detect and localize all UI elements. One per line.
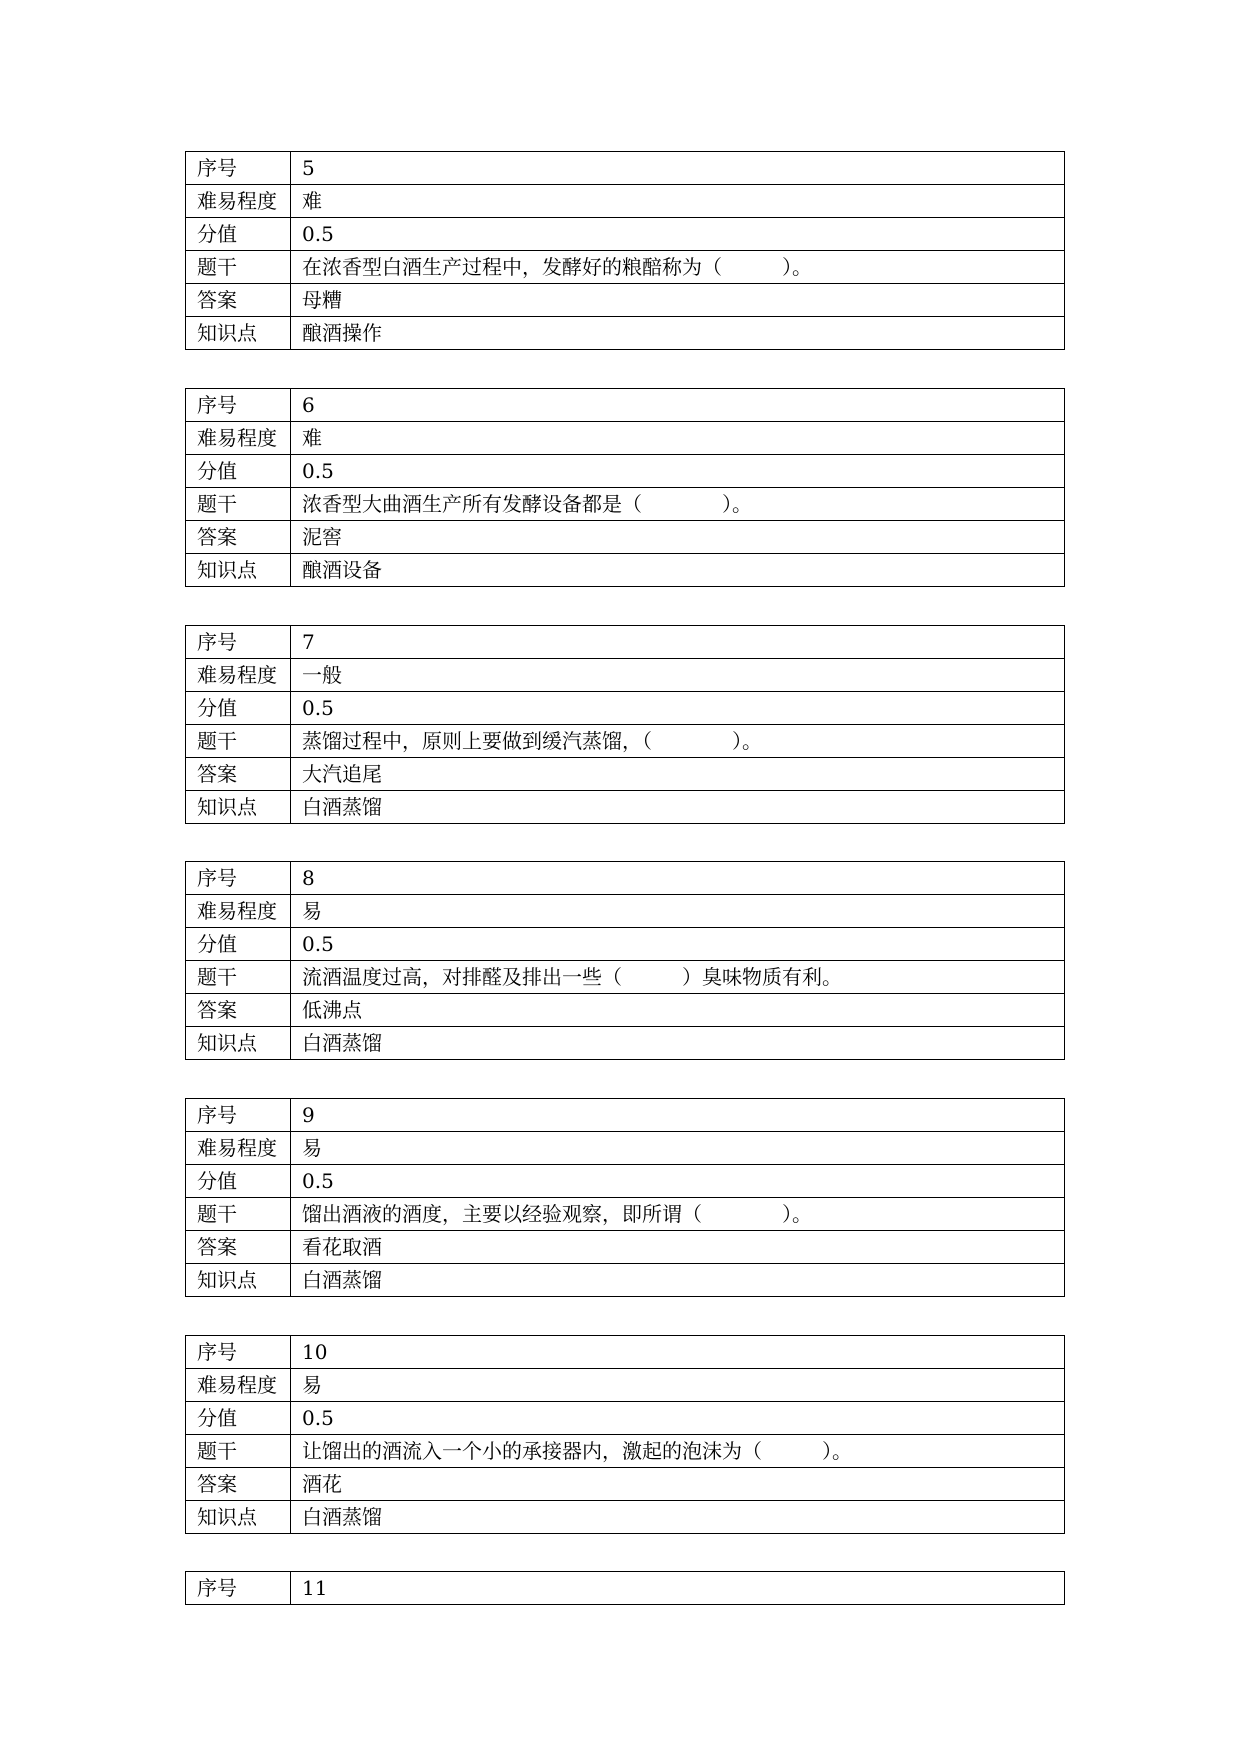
table-row — [186, 1264, 1065, 1297]
label-id: 序号 — [186, 389, 291, 422]
table-row — [186, 862, 1065, 895]
label-knowledge: 知识点 — [186, 791, 291, 824]
table-row — [186, 218, 1065, 251]
label-knowledge: 知识点 — [186, 1264, 291, 1297]
table-row — [186, 389, 1065, 422]
table-row — [186, 1132, 1065, 1165]
value-answer: 大汽追尾 — [291, 758, 1065, 791]
table-row — [186, 455, 1065, 488]
value-score: 0.5 — [291, 1402, 1065, 1435]
label-difficulty: 难易程度 — [186, 895, 291, 928]
label-score: 分值 — [186, 928, 291, 961]
question-table-6 — [185, 388, 1065, 587]
label-knowledge: 知识点 — [186, 1501, 291, 1534]
value-answer: 酒花 — [291, 1468, 1065, 1501]
label-id: 序号 — [186, 862, 291, 895]
table-row — [186, 1501, 1065, 1534]
question-table-8 — [185, 861, 1065, 1060]
value-difficulty: 易 — [291, 895, 1065, 928]
label-knowledge: 知识点 — [186, 554, 291, 587]
value-id: 6 — [291, 389, 1065, 422]
table-row — [186, 1435, 1065, 1468]
value-difficulty: 一般 — [291, 659, 1065, 692]
table-row — [186, 791, 1065, 824]
label-id: 序号 — [186, 1336, 291, 1369]
value-answer: 泥窖 — [291, 521, 1065, 554]
value-answer: 看花取酒 — [291, 1231, 1065, 1264]
label-id: 序号 — [186, 152, 291, 185]
table-row — [186, 1231, 1065, 1264]
label-id: 序号 — [186, 1572, 291, 1605]
label-difficulty: 难易程度 — [186, 1132, 291, 1165]
label-score: 分值 — [186, 692, 291, 725]
table-row — [186, 422, 1065, 455]
label-knowledge: 知识点 — [186, 1027, 291, 1060]
table-row — [186, 488, 1065, 521]
label-answer: 答案 — [186, 284, 291, 317]
value-knowledge: 白酒蒸馏 — [291, 1027, 1065, 1060]
label-difficulty: 难易程度 — [186, 1369, 291, 1402]
table-row — [186, 1198, 1065, 1231]
value-knowledge: 酿酒设备 — [291, 554, 1065, 587]
table-row — [186, 1369, 1065, 1402]
table-row — [186, 1402, 1065, 1435]
label-stem: 题干 — [186, 251, 291, 284]
table-row — [186, 554, 1065, 587]
question-table-5 — [185, 151, 1065, 350]
label-answer: 答案 — [186, 521, 291, 554]
value-knowledge: 白酒蒸馏 — [291, 791, 1065, 824]
value-stem: 流酒温度过高，对排醛及排出一些（ ）臭味物质有利。 — [291, 961, 1065, 994]
table-row — [186, 659, 1065, 692]
value-id: 5 — [291, 152, 1065, 185]
table-row — [186, 284, 1065, 317]
value-stem: 让馏出的酒流入一个小的承接器内，激起的泡沫为（ ）。 — [291, 1435, 1065, 1468]
value-difficulty: 难 — [291, 422, 1065, 455]
label-stem: 题干 — [186, 488, 291, 521]
question-table-10 — [185, 1335, 1065, 1534]
value-difficulty: 易 — [291, 1369, 1065, 1402]
table-row — [186, 1336, 1065, 1369]
label-answer: 答案 — [186, 1468, 291, 1501]
table-row — [186, 1572, 1065, 1605]
table-row — [186, 961, 1065, 994]
label-score: 分值 — [186, 218, 291, 251]
table-row — [186, 725, 1065, 758]
value-knowledge: 白酒蒸馏 — [291, 1501, 1065, 1534]
value-id: 10 — [291, 1336, 1065, 1369]
label-score: 分值 — [186, 1402, 291, 1435]
label-difficulty: 难易程度 — [186, 185, 291, 218]
label-answer: 答案 — [186, 1231, 291, 1264]
value-stem: 在浓香型白酒生产过程中，发酵好的粮醅称为（ ）。 — [291, 251, 1065, 284]
value-id: 8 — [291, 862, 1065, 895]
question-table-7 — [185, 625, 1065, 824]
table-row — [186, 895, 1065, 928]
value-id: 11 — [291, 1572, 1065, 1605]
value-id: 9 — [291, 1099, 1065, 1132]
value-score: 0.5 — [291, 928, 1065, 961]
value-difficulty: 易 — [291, 1132, 1065, 1165]
value-knowledge: 白酒蒸馏 — [291, 1264, 1065, 1297]
label-answer: 答案 — [186, 758, 291, 791]
table-row — [186, 185, 1065, 218]
table-row — [186, 521, 1065, 554]
value-answer: 母糟 — [291, 284, 1065, 317]
table-row — [186, 928, 1065, 961]
label-difficulty: 难易程度 — [186, 422, 291, 455]
label-stem: 题干 — [186, 1435, 291, 1468]
table-row — [186, 626, 1065, 659]
table-row — [186, 692, 1065, 725]
label-answer: 答案 — [186, 994, 291, 1027]
table-row — [186, 994, 1065, 1027]
value-score: 0.5 — [291, 218, 1065, 251]
table-row — [186, 758, 1065, 791]
value-stem: 浓香型大曲酒生产所有发酵设备都是（ ）。 — [291, 488, 1065, 521]
label-id: 序号 — [186, 1099, 291, 1132]
value-score: 0.5 — [291, 1165, 1065, 1198]
table-row — [186, 251, 1065, 284]
value-answer: 低沸点 — [291, 994, 1065, 1027]
value-score: 0.5 — [291, 692, 1065, 725]
label-knowledge: 知识点 — [186, 317, 291, 350]
value-difficulty: 难 — [291, 185, 1065, 218]
question-table-9 — [185, 1098, 1065, 1297]
table-row — [186, 317, 1065, 350]
label-score: 分值 — [186, 455, 291, 488]
question-table-11 — [185, 1571, 1065, 1605]
label-id: 序号 — [186, 626, 291, 659]
value-stem: 蒸馏过程中，原则上要做到缓汽蒸馏，（ ）。 — [291, 725, 1065, 758]
table-row — [186, 1099, 1065, 1132]
value-stem: 馏出酒液的酒度，主要以经验观察，即所谓（ ）。 — [291, 1198, 1065, 1231]
table-row — [186, 152, 1065, 185]
table-row — [186, 1027, 1065, 1060]
label-stem: 题干 — [186, 961, 291, 994]
value-score: 0.5 — [291, 455, 1065, 488]
label-score: 分值 — [186, 1165, 291, 1198]
value-id: 7 — [291, 626, 1065, 659]
label-stem: 题干 — [186, 1198, 291, 1231]
table-row — [186, 1468, 1065, 1501]
table-row — [186, 1165, 1065, 1198]
label-stem: 题干 — [186, 725, 291, 758]
label-difficulty: 难易程度 — [186, 659, 291, 692]
value-knowledge: 酿酒操作 — [291, 317, 1065, 350]
